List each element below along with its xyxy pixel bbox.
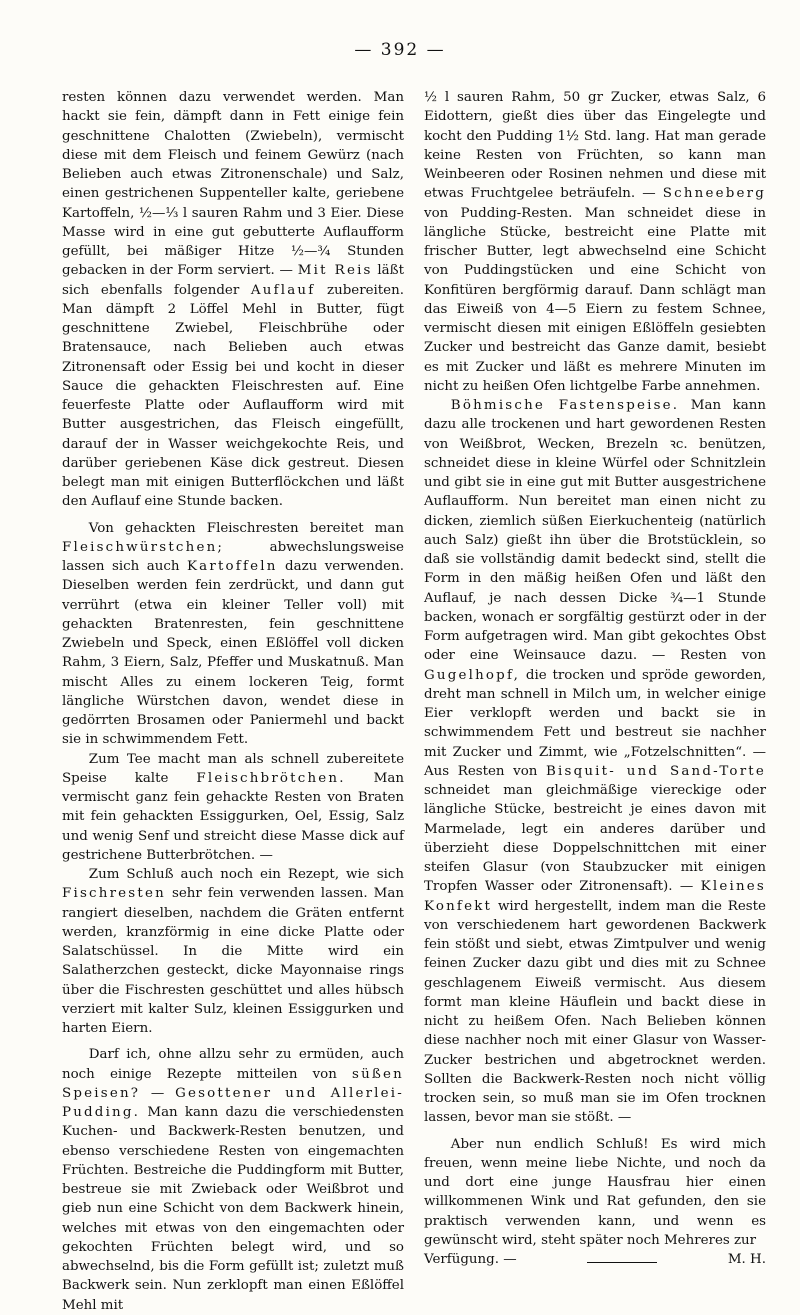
keyword-fischresten: Fischresten <box>62 886 166 902</box>
keyword-pudding: Gesottener und Allerlei-Pudding. <box>62 1085 404 1120</box>
keyword-suessen-speisen: süßen Speisen? <box>62 1066 404 1101</box>
keyword-auflauf: Auflauf <box>250 282 316 298</box>
keyword-fleischwuerstchen: Fleischwürstchen; <box>62 539 225 555</box>
left-column <box>62 88 404 1315</box>
paragraph-fleischbroetchen: Zum Tee macht man als schnell zubereitete Speise kalte Fleischbrötchen. Man vermischt ganz fein gehackte Resten von Braten mit fein gehackten Essiggurken, Oel, Essig, Salz und wenig Senf und streicht diese Masse dick auf gestrichene Butterbrötchen. — <box>62 751 404 863</box>
paragraph-fischresten: Zum Schluß auch noch ein Rezept, wie sich Fischresten sehr fein verwenden lassen. Man rangiert dieselben, nachdem die Gräten entfernt werden, kranzförmig in eine dicke Platte oder Salatschüssel. In die Mitte wird ein Salatherzchen gesteckt, dicke Mayonnaise rings über die Fischresten geschüttet und alles hübsch verziert mit kalter Sulz, kleinen Essiggurken und harten Eiern. <box>62 867 404 1036</box>
keyword-gugelhopf: Gugelhopf, <box>424 667 521 683</box>
divider-rule <box>587 1262 657 1263</box>
keyword-bisquit-torte: Bisquit- und Sand-Torte <box>545 763 766 779</box>
keyword-mit-reis: Mit Reis <box>297 263 373 279</box>
keyword-fastenspeise: Böhmische Fastenspeise. <box>450 398 680 413</box>
paragraph-schluss: Aber nun endlich Schluß! Es wird mich freuen, wenn meine liebe Nichte, und noch da und dort eine junge Hausfrau hier einen willkommenen Wink und Rat gefunden, den sie praktisch verwenden kann, und wenn es gewünscht wird, steht später noch Mehreres zur <box>424 1136 766 1248</box>
signoff-text: Verfügung. — <box>424 1252 517 1267</box>
paragraph-fastenspeise: Böhmische Fastenspeise. Man kann dazu alle trockenen und hart gewordenen Resten von Weißbrot, Wecken, Brezeln ꝛc. benützen, schneidet diese in kleine Würfel oder Schnitzlein und gibt sie in eine gut mit Butter ausgestrichene Auflaufform. Nun bereitet man einen nicht zu dicken, ziemlich süßen Eierkuchenteig (natürlich auch Salz) gießt ihn über die Brotstücklein, so daß sie vollständig damit bedeckt sind, stellt die Form in den mäßig heißen Ofen und läßt den Auflauf, je nach dessen Dicke ¾—1 Stunde backen, wonach er sorgfältig gestürzt oder in der Form aufgetragen wird. Man gibt gekochtes Obst oder eine Weinsauce dazu. — Resten von Gugelhopf, die trocken und spröde geworden, dreht man schnell in Milch um, in welcher einige Eier verklopft werden und backt sie in schwimmendem Fett und bestreut sie nachher mit Zucker und Zimmt, wie „Fotzelschnitten“. — Aus Resten von Bisquit- und Sand-Torte schneidet man gleichmäßige viereckige oder längliche Stücke, bestreicht je eines davon mit Marmelade, legt ein anderes darüber und überzieht diese Doppelschnittchen mit einer steifen Glasur (von Staubzucker mit einigen Tropfen Wasser oder Zitronensaft). — Kleines Konfekt wird hergestellt, indem man die Reste von verschiedenem hart gewordenen Backwerk fein stößt und siebt, etwas Zimtpulver und wenig feinen Zucker dazu gibt und dies mit zu Schnee geschlagenem Eiweiß vermischt. Aus diesem formt man kleine Häuflein und backt diese in nicht zu heißem Ofen. Nach Belieben können diese nachher noch mit einer Glasur von Wasser-Zucker bestrichen und abgetrocknet werden. Sollten die Backwerk-Resten noch nicht völlig trocken sein, so muß man sie im Ofen trocknen lassen, bevor man sie stößt. — <box>424 398 767 1126</box>
paragraph-fleischwuerstchen: Von gehackten Fleischresten bereitet man Fleischwürstchen; abwechslungsweise lassen sich auch Kartoffeln dazu verwenden. Dieselben werden fein zerdrückt, und dann gut verrührt (etwa ein kleiner Teller voll) mit gehackten Bratenresten, fein geschnittene Zwiebeln und Speck, einen Eßlöffel voll dicken Rahm, 3 Eiern, Salz, Pfeffer und Muskatnuß. Man mischt Alles zu einem lockeren Teig, formt längliche Würstchen davon, wendet diese in gedörrten Brosamen oder Paniermehl und backt sie in schwimmendem Fett. <box>62 520 404 748</box>
paragraph-suesse-speisen: Darf ich, ohne allzu sehr zu ermüden, auch noch einige Rezepte mitteilen von süßen Speisen? — Gesottener und Allerlei-Pudding. Man kann dazu die verschiedensten Kuchen- und Backwerk-Resten benutzen, und ebenso verschiedene Resten von eingemachten Früchten. Bestreiche die Puddingform mit Butter, bestreue sie mit Zwieback oder Weißbrot und gieb nun eine Schicht von dem Backwerk hinein, welches mit etwas von den eingemachten oder gekochten Früchten belegt wird, und so abwechselnd, bis die Form gefüllt ist; zuletzt muß Backwerk sein. Nun zerklopft man einen Eßlöffel Mehl mit <box>62 1047 404 1313</box>
keyword-schneeberg: Schneeberg <box>662 186 766 202</box>
keyword-fleischbroetchen: Fleischbrötchen. <box>196 770 346 786</box>
page-number: — 392 — <box>354 40 446 60</box>
keyword-kartoffeln: Kartoffeln <box>186 559 278 574</box>
paragraph-pudding-continued: ½ l sauren Rahm, 50 gr Zucker, etwas Salz, 6 Eidottern, gießt dies über das Eingelegte und kocht den Pudding 1½ Std. lang. Hat man gerade keine Resten von Früchten, so kann man Weinbeeren oder Rosinen nehmen und diese mit etwas Fruchtgelee beträufeln. — Schneeberg von Pudding-Resten. Man schneidet diese in längliche Stücke, bestreicht eine Platte mit frischer Butter, legt abwechselnd eine Schicht von Puddingstücken und eine Schicht von Konfitüren bergförmig darauf. Dann schlägt man das Eiweiß von 4—5 Eiern zu festem Schnee, vermischt diesen mit einigen Eßlöffeln gesiebten Zucker und bestreicht das Ganze damit, besiebt es mit Zucker und läßt es mehrere Minuten im nicht zu heißen Ofen lichtgelbe Farbe annehmen. <box>424 90 766 394</box>
signature: M. H. <box>727 1252 766 1267</box>
keyword-konfekt: Kleines Konfekt <box>424 879 766 914</box>
paragraph-fleischresten-auflauf: resten können dazu verwendet werden. Man hackt sie fein, dämpft dann in Fett einige fein geschnittene Chalotten (Zwiebeln), vermischt diese mit dem Fleisch und feinem Gewürz (nach Belieben auch etwas Zitronenschale) und Salz, einen gestrichenen Suppenteller kalte, geriebene Kartoffeln, ½—⅓ l sauren Rahm und 3 Eier. Diese Masse wird in eine gut gebutterte Auflaufform gefüllt, bei mäßiger Hitze ½—¾ Stunden gebacken in der Form serviert. — Mit Reis läßt sich ebenfalls folgender Auflauf zubereiten. Man dämpft 2 Löffel Mehl in Butter, fügt geschnittene Zwiebel, Fleischbrühe oder Bratensauce, nach Belieben auch etwas Zitronensaft oder Essig bei und kocht in dieser Sauce die gehackten Fleischresten auf. Eine feuerfeste Platte oder Auflaufform wird mit Butter ausgestrichen, das Fleisch eingefüllt, darauf der in Wasser weichgekochte Reis, und darüber geriebenen Käse dick gestreut. Diesen belegt man mit einigen Butterflöckchen und läßt den Auflauf eine Stunde backen. <box>62 90 404 510</box>
right-column <box>424 88 766 1269</box>
signoff-line <box>424 1250 766 1269</box>
